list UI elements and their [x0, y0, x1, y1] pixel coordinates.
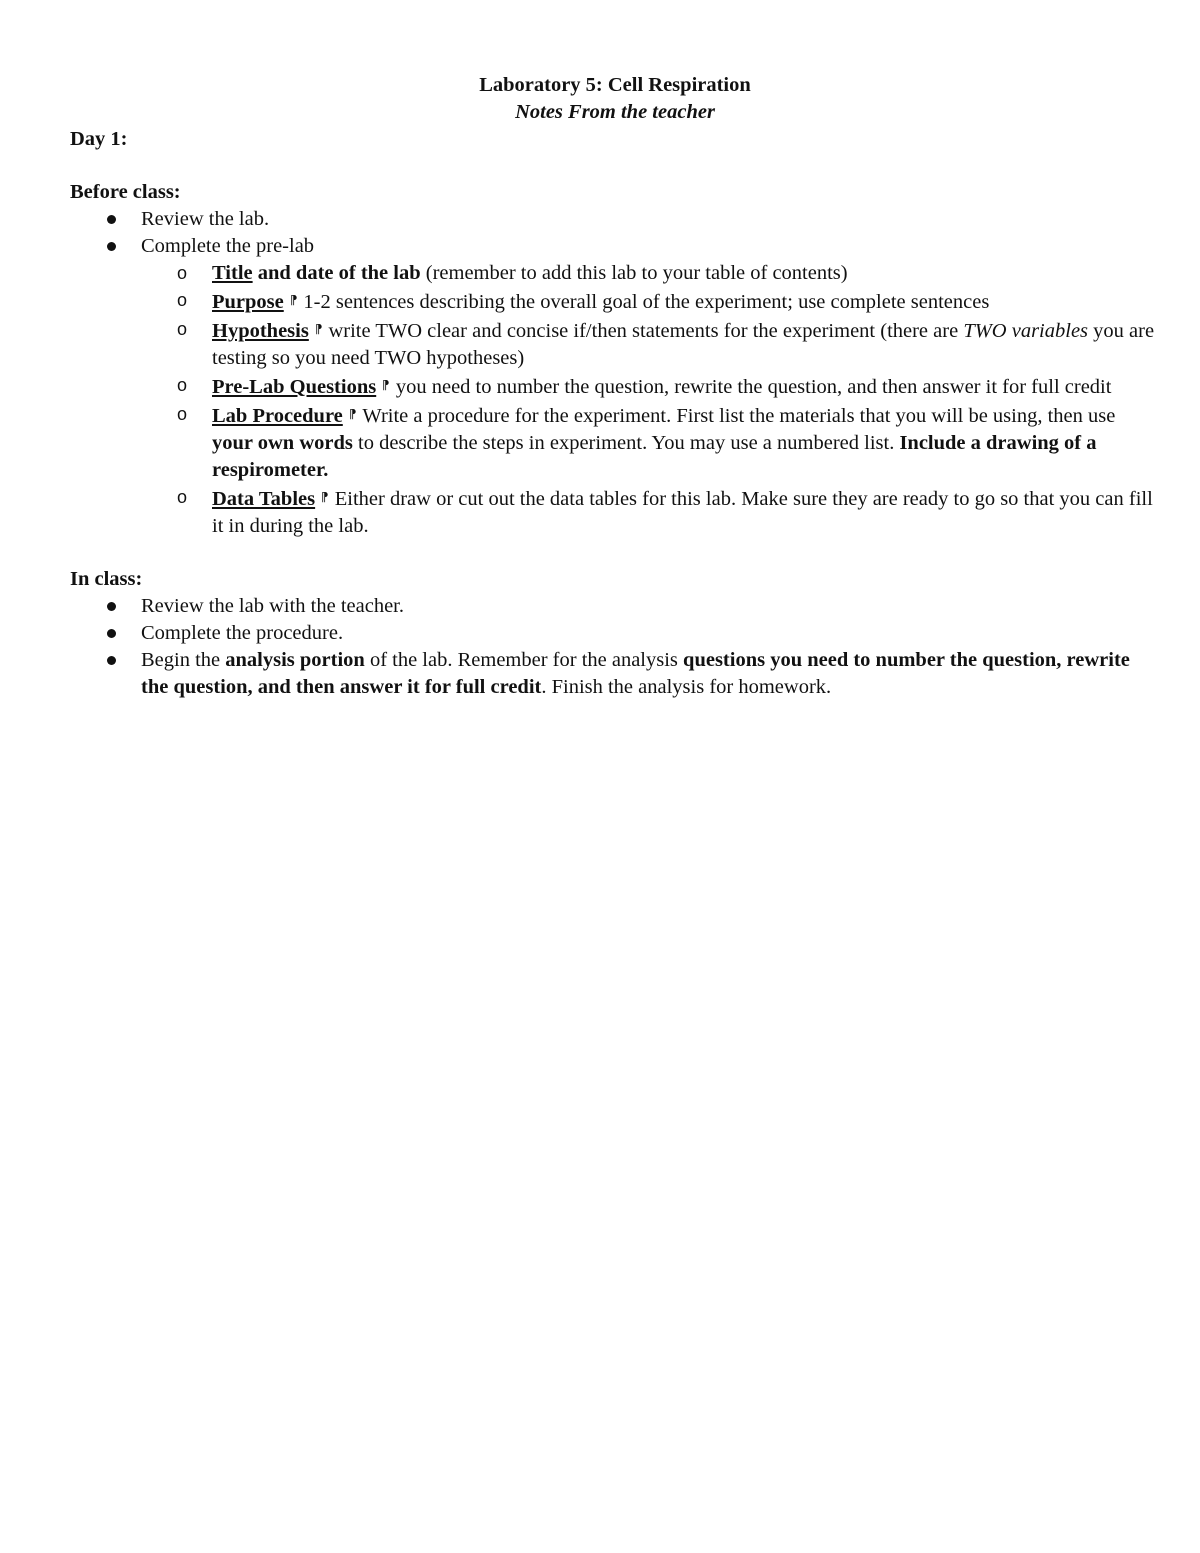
prelab-text: Either draw or cut out the data tables for this lab. Make sure they are ready to go so that you can fill it in during the lab.: [212, 488, 1153, 537]
prelab-item-questions: [141, 372, 1160, 401]
paragraph-mark-icon: ¶: [289, 293, 298, 307]
paragraph-mark-icon: ¶: [382, 378, 390, 392]
list-item-text: Complete the procedure.: [141, 622, 344, 644]
prelab-text-rest: to describe the steps in experiment. You may use a numbered list.: [352, 432, 900, 454]
prelab-item-purpose: [141, 287, 1160, 316]
prelab-text-rest: you are testing so you need TWO hypotheses): [212, 320, 1155, 369]
prelab-item-procedure: [141, 401, 1160, 484]
circle-bullet-icon: o: [177, 290, 188, 310]
bullet-icon: [107, 656, 116, 665]
list-item-text: Begin the: [141, 649, 226, 671]
prelab-label: Data Tables: [212, 488, 316, 510]
circle-bullet-icon: o: [177, 487, 188, 507]
list-item-text: Review the lab with the teacher.: [141, 595, 404, 617]
list-item-bold: analysis portion: [225, 649, 365, 671]
circle-bullet-icon: o: [177, 404, 188, 424]
circle-bullet-icon: o: [177, 263, 188, 283]
prelab-label: Lab Procedure: [212, 405, 343, 427]
prelab-item-data-tables: [141, 484, 1160, 540]
day-heading: Day 1:: [70, 128, 128, 150]
prelab-bold-note: Include a drawing of a respirometer.: [212, 432, 1097, 481]
list-item: [70, 233, 1160, 540]
in-class-heading: In class:: [70, 568, 143, 590]
prelab-item-hypothesis: [141, 316, 1160, 372]
list-item-text: Review the lab.: [141, 208, 270, 230]
list-item-text: . Finish the analysis for homework.: [541, 676, 832, 698]
list-item: [70, 620, 1160, 647]
list-item: [70, 647, 1160, 701]
prelab-label-rest: and date of the lab: [252, 262, 421, 284]
prelab-text: write TWO clear and concise if/then statements for the experiment (there are: [328, 320, 964, 342]
prelab-label: Purpose: [212, 291, 284, 313]
bullet-icon: [107, 242, 116, 251]
paragraph-mark-icon: ¶: [314, 322, 323, 336]
prelab-text: you need to number the question, rewrite the question, and then answer it for full credit: [395, 376, 1112, 398]
in-class-list: [70, 593, 1160, 701]
list-item: [70, 593, 1160, 620]
prelab-text: (remember to add this lab to your table of contents): [420, 262, 848, 284]
page-subtitle: Notes From the teacher: [515, 101, 715, 123]
circle-bullet-icon: o: [177, 319, 188, 339]
prelab-label: Title: [212, 262, 253, 284]
list-item: [70, 206, 1160, 233]
page-title: Laboratory 5: Cell Respiration: [479, 74, 751, 96]
prelab-list: [141, 260, 1160, 540]
list-item-text: Complete the pre-lab: [141, 235, 315, 257]
list-item-text: of the lab. Remember for the analysis: [364, 649, 684, 671]
before-class-heading: Before class:: [70, 181, 181, 203]
bullet-icon: [107, 215, 116, 224]
prelab-label: Hypothesis: [212, 320, 309, 342]
circle-bullet-icon: o: [177, 375, 188, 395]
list-item-bold: questions you need to number the question, rewrite the question, and then answer it for full credit: [141, 649, 1130, 698]
prelab-bold: your own words: [212, 432, 353, 454]
prelab-label: Pre-Lab Questions: [212, 376, 377, 398]
document-body: [70, 72, 1160, 701]
before-class-list: [70, 206, 1160, 540]
bullet-icon: [107, 629, 116, 638]
paragraph-mark-icon: ¶: [321, 490, 329, 504]
prelab-text: Write a procedure for the experiment. First list the materials that you will be using, then use: [362, 405, 1116, 427]
bullet-icon: [107, 602, 116, 611]
prelab-item-title: [141, 260, 1160, 287]
paragraph-mark-icon: ¶: [348, 407, 357, 421]
prelab-text: 1-2 sentences describing the overall goal of the experiment; use complete sentences: [303, 291, 990, 313]
prelab-italic: TWO variables: [963, 320, 1089, 342]
